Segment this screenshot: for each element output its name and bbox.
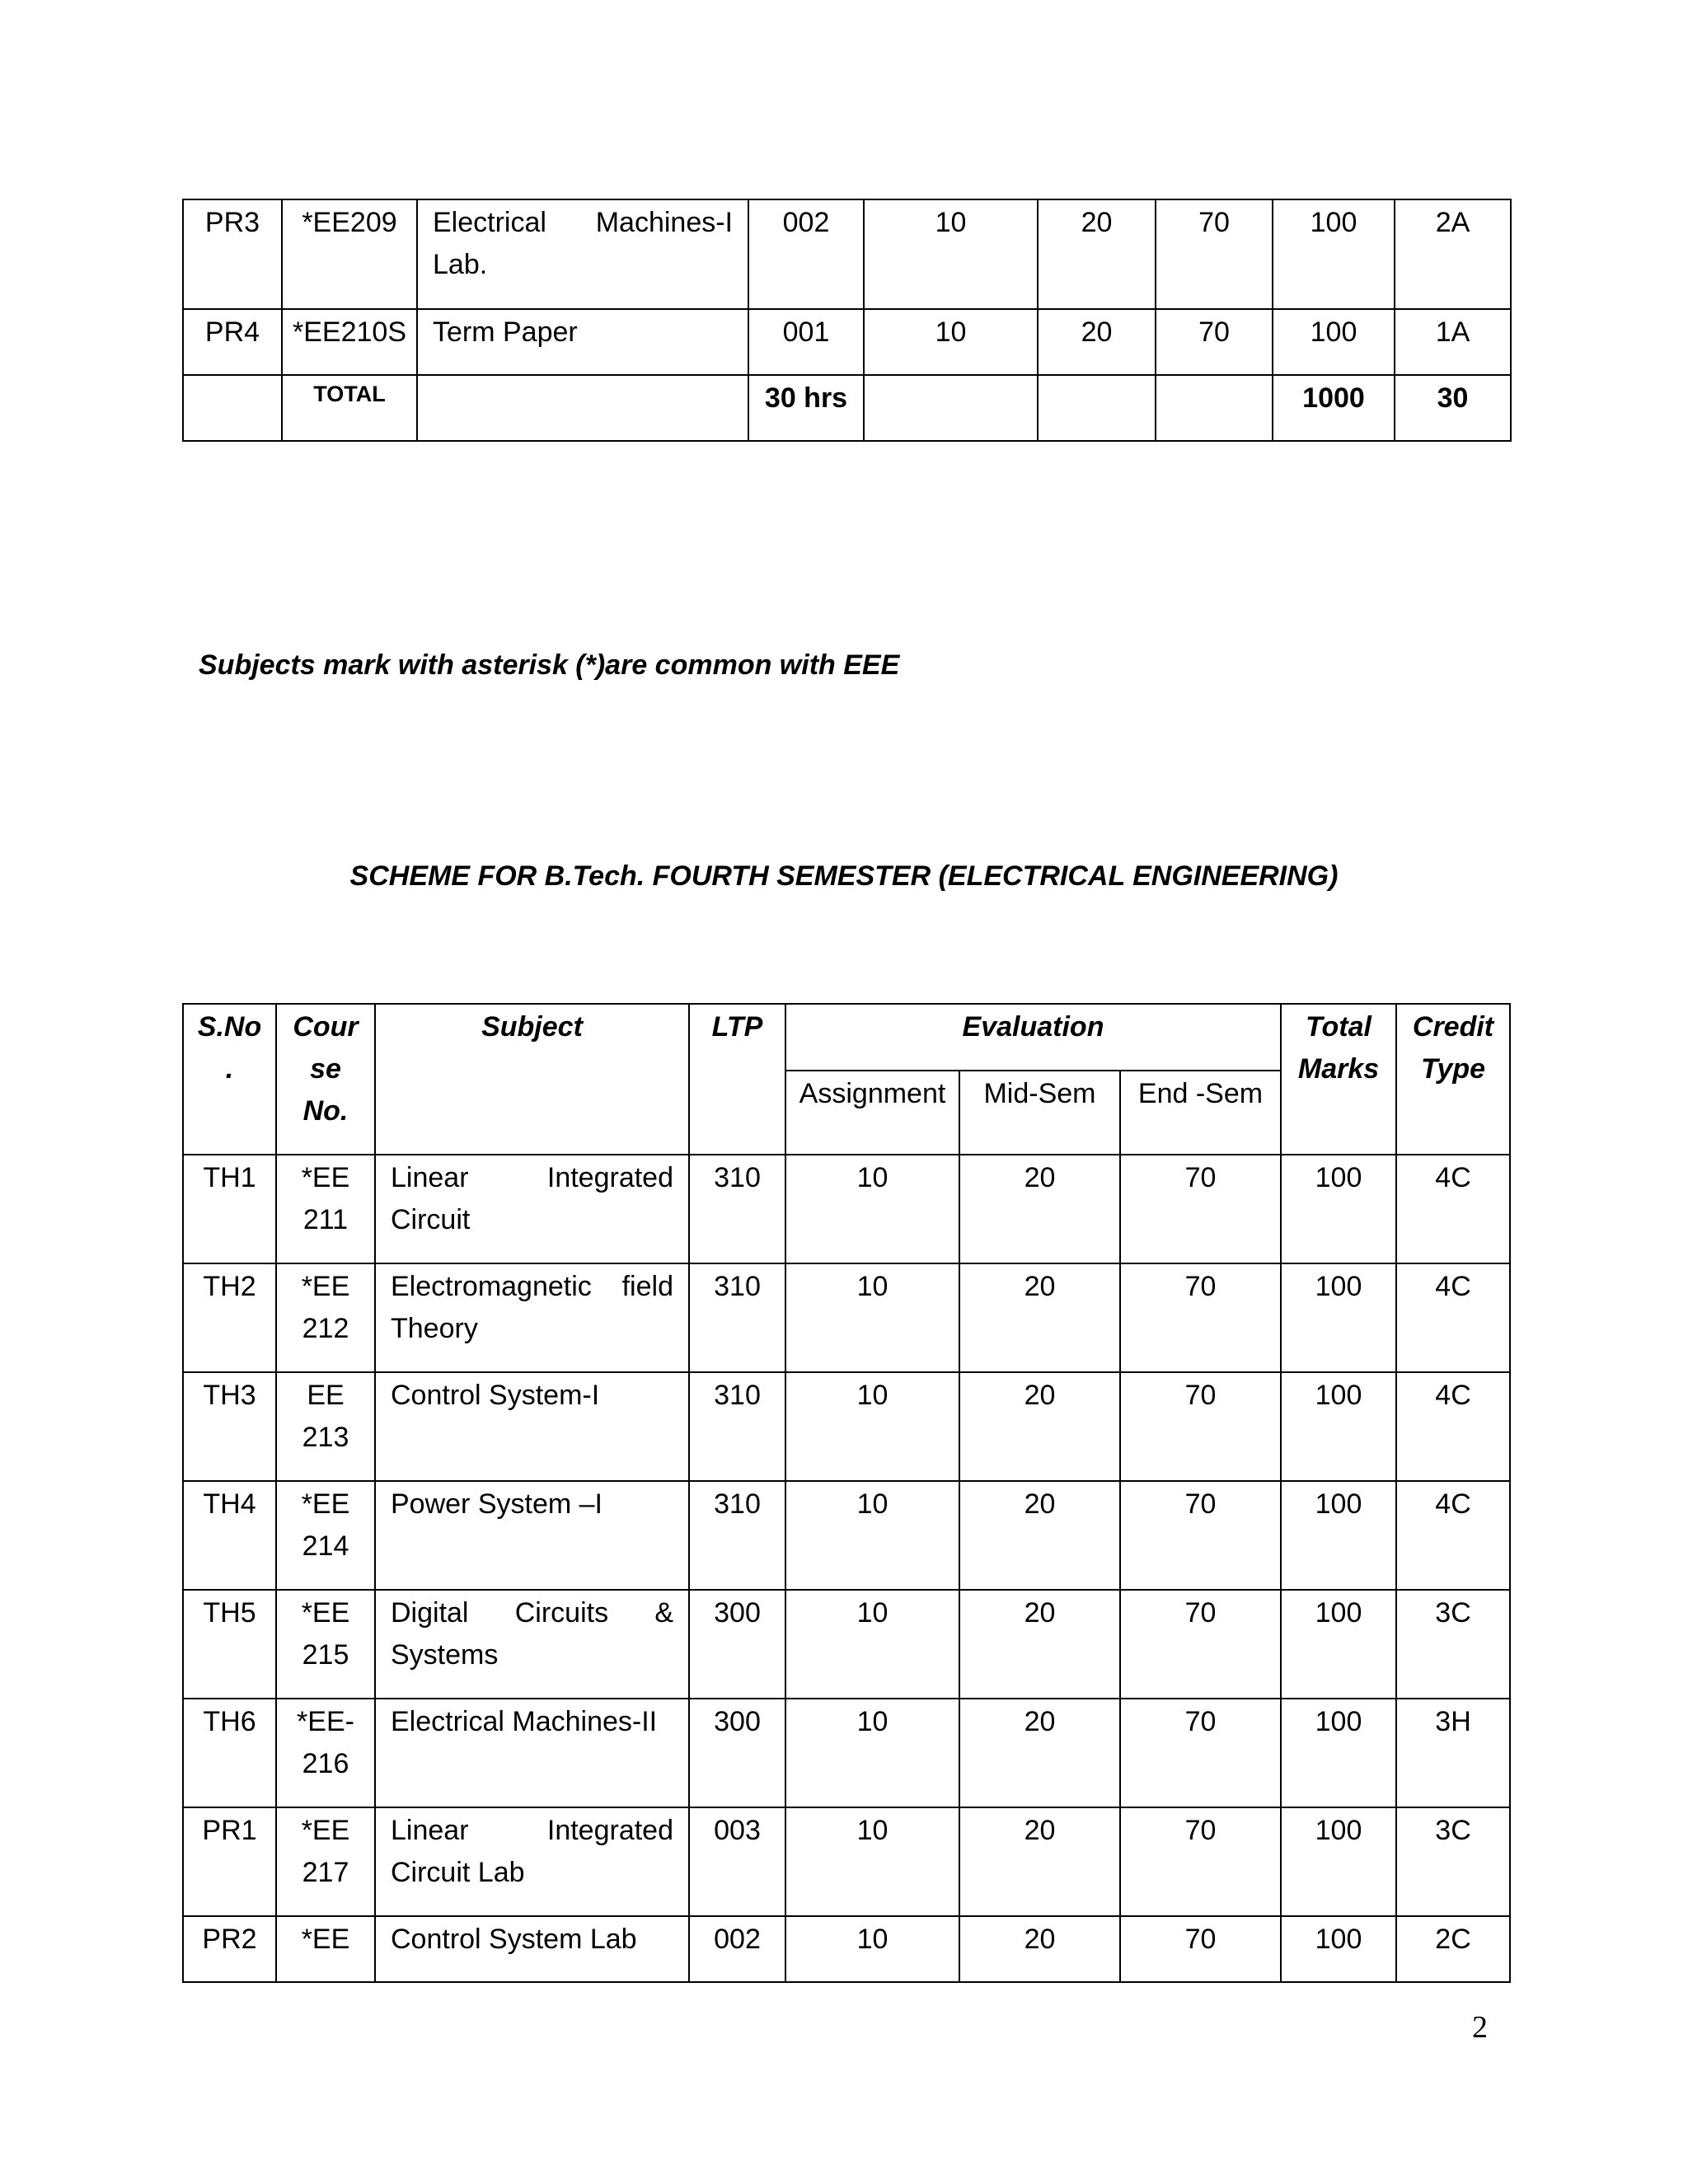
ltp-cell: 310 (689, 1155, 785, 1263)
assignment-cell: 10 (785, 1699, 959, 1807)
scheme-table-continued (182, 199, 1512, 442)
total-cell: 100 (1273, 309, 1395, 375)
assignment-cell: 10 (785, 1372, 959, 1481)
total-cell: 100 (1281, 1372, 1396, 1481)
sno-cell: TH5 (183, 1590, 276, 1699)
empty-cell (417, 375, 748, 441)
header-credit-type: Credit Type (1396, 1004, 1510, 1155)
sno-cell: TH6 (183, 1699, 276, 1807)
ltp-cell: 300 (689, 1590, 785, 1699)
mid-sem-cell: 20 (959, 1916, 1120, 1982)
subject-cell: Linear Integrated Circuit (375, 1155, 689, 1263)
sno-cell: TH4 (183, 1481, 276, 1590)
end-sem-cell: 70 (1156, 309, 1273, 375)
table-row (183, 1699, 1510, 1807)
page-number: 2 (1472, 2010, 1488, 2045)
assignment-cell: 10 (864, 199, 1038, 309)
total-cell: 100 (1281, 1481, 1396, 1590)
end-sem-cell: 70 (1120, 1481, 1281, 1590)
subject-cell: Control System-I (375, 1372, 689, 1481)
subject-cell: Electromagnetic field Theory (375, 1263, 689, 1372)
credit-cell: 1A (1395, 309, 1511, 375)
total-row (183, 375, 1511, 441)
section-heading: SCHEME FOR B.Tech. FOURTH SEMESTER (ELECTRICAL ENGINEERING) (349, 860, 1339, 892)
credit-cell: 3H (1396, 1699, 1510, 1807)
empty-cell (1038, 375, 1156, 441)
total-cell: 100 (1281, 1807, 1396, 1916)
mid-sem-cell: 20 (1038, 309, 1156, 375)
ltp-cell: 003 (689, 1807, 785, 1916)
sno-cell: TH3 (183, 1372, 276, 1481)
sno-cell: PR4 (183, 309, 282, 375)
header-end-sem: End -Sem (1120, 1071, 1281, 1155)
credit-cell: 2A (1395, 199, 1511, 309)
header-row (183, 1004, 1510, 1071)
credit-cell: 2C (1396, 1916, 1510, 1982)
mid-sem-cell: 20 (959, 1807, 1120, 1916)
subject-cell: Electrical Machines-I Lab. (417, 199, 748, 309)
ltp-cell: 001 (748, 309, 864, 375)
table-row (183, 1155, 1510, 1263)
table-row (183, 199, 1511, 309)
asterisk-note: Subjects mark with asterisk (*)are common with EEE (199, 649, 900, 681)
sno-cell: PR3 (183, 199, 282, 309)
course-cell: *EE 212 (276, 1263, 375, 1372)
credit-cell: 4C (1396, 1263, 1510, 1372)
ltp-cell: 002 (689, 1916, 785, 1982)
subject-cell: Digital Circuits & Systems (375, 1590, 689, 1699)
total-label: TOTAL (282, 375, 417, 441)
credit-cell: 4C (1396, 1155, 1510, 1263)
total-cell: 100 (1281, 1590, 1396, 1699)
total-cell: 100 (1281, 1916, 1396, 1982)
fourth-semester-scheme-table (182, 1003, 1511, 1983)
table-row (183, 1263, 1510, 1372)
total-marks: 1000 (1273, 375, 1395, 441)
table-row (183, 1481, 1510, 1590)
end-sem-cell: 70 (1120, 1155, 1281, 1263)
subject-cell: Electrical Machines-II (375, 1699, 689, 1807)
end-sem-cell: 70 (1156, 199, 1273, 309)
total-cell: 100 (1281, 1263, 1396, 1372)
subject-cell: Term Paper (417, 309, 748, 375)
sno-cell: TH1 (183, 1155, 276, 1263)
credit-cell: 3C (1396, 1807, 1510, 1916)
header-mid-sem: Mid-Sem (959, 1071, 1120, 1155)
course-cell: *EE 217 (276, 1807, 375, 1916)
header-evaluation: Evaluation (785, 1004, 1281, 1071)
header-assignment: Assignment (785, 1071, 959, 1155)
total-credits: 30 (1395, 375, 1511, 441)
credit-cell: 4C (1396, 1372, 1510, 1481)
assignment-cell: 10 (785, 1263, 959, 1372)
sno-cell: PR2 (183, 1916, 276, 1982)
total-cell: 100 (1281, 1155, 1396, 1263)
course-cell: *EE 211 (276, 1155, 375, 1263)
ltp-cell: 310 (689, 1372, 785, 1481)
ltp-cell: 002 (748, 199, 864, 309)
course-cell: *EE209 (282, 199, 417, 309)
course-cell: *EE 215 (276, 1590, 375, 1699)
mid-sem-cell: 20 (959, 1263, 1120, 1372)
header-subject: Subject (375, 1004, 689, 1155)
ltp-cell: 300 (689, 1699, 785, 1807)
end-sem-cell: 70 (1120, 1807, 1281, 1916)
total-hours: 30 hrs (748, 375, 864, 441)
table-row (183, 1916, 1510, 1982)
credit-cell: 3C (1396, 1590, 1510, 1699)
assignment-cell: 10 (785, 1590, 959, 1699)
subject-cell: Power System –I (375, 1481, 689, 1590)
course-cell: EE 213 (276, 1372, 375, 1481)
ltp-cell: 310 (689, 1263, 785, 1372)
mid-sem-cell: 20 (959, 1481, 1120, 1590)
header-ltp: LTP (689, 1004, 785, 1155)
subject-cell: Linear Integrated Circuit Lab (375, 1807, 689, 1916)
header-total-marks: Total Marks (1281, 1004, 1396, 1155)
sno-cell: PR1 (183, 1807, 276, 1916)
course-cell: *EE210S (282, 309, 417, 375)
total-cell: 100 (1281, 1699, 1396, 1807)
table-row (183, 1590, 1510, 1699)
end-sem-cell: 70 (1120, 1590, 1281, 1699)
mid-sem-cell: 20 (959, 1699, 1120, 1807)
assignment-cell: 10 (785, 1155, 959, 1263)
end-sem-cell: 70 (1120, 1916, 1281, 1982)
mid-sem-cell: 20 (959, 1590, 1120, 1699)
course-cell: *EE 214 (276, 1481, 375, 1590)
total-cell: 100 (1273, 199, 1395, 309)
table-row (183, 1807, 1510, 1916)
subject-cell: Control System Lab (375, 1916, 689, 1982)
end-sem-cell: 70 (1120, 1699, 1281, 1807)
table-row (183, 309, 1511, 375)
table-row (183, 1372, 1510, 1481)
assignment-cell: 10 (785, 1807, 959, 1916)
empty-cell (1156, 375, 1273, 441)
header-course-no: Cour se No. (276, 1004, 375, 1155)
course-cell: *EE (276, 1916, 375, 1982)
course-cell: *EE- 216 (276, 1699, 375, 1807)
assignment-cell: 10 (785, 1481, 959, 1590)
mid-sem-cell: 20 (1038, 199, 1156, 309)
mid-sem-cell: 20 (959, 1372, 1120, 1481)
mid-sem-cell: 20 (959, 1155, 1120, 1263)
assignment-cell: 10 (864, 309, 1038, 375)
sno-cell: TH2 (183, 1263, 276, 1372)
header-sno: S.No . (183, 1004, 276, 1155)
assignment-cell: 10 (785, 1916, 959, 1982)
credit-cell: 4C (1396, 1481, 1510, 1590)
table-body (183, 1155, 1510, 1982)
end-sem-cell: 70 (1120, 1372, 1281, 1481)
empty-cell (864, 375, 1038, 441)
end-sem-cell: 70 (1120, 1263, 1281, 1372)
empty-cell (183, 375, 282, 441)
ltp-cell: 310 (689, 1481, 785, 1590)
